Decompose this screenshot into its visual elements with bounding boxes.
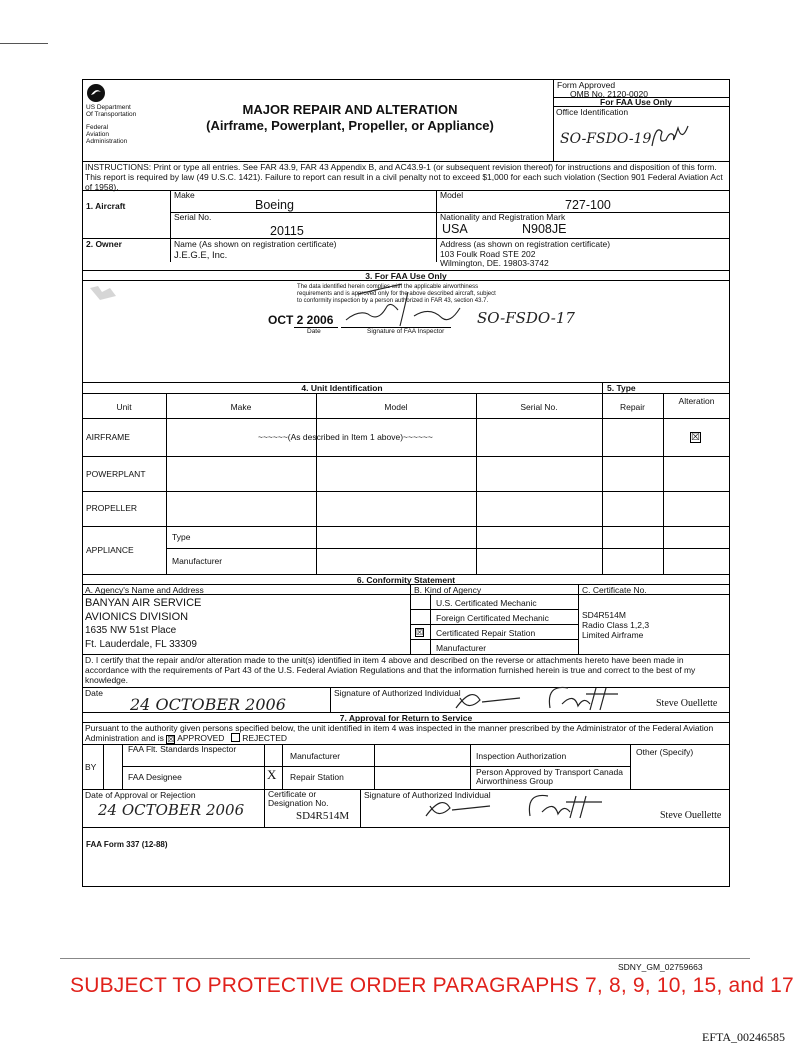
aircraft-label: 1. Aircraft (86, 201, 126, 211)
faa-office-handwritten: SO-FSDO-17 (477, 309, 575, 327)
row-appliance: APPLIANCE (86, 545, 134, 555)
instructions-text: INSTRUCTIONS: Print or type all entries. See FAR 43.9, FAR 43 Appendix B, and AC43.9-1 (or subsequent revision thereof) for instructions and disposition of this form. This report is required by law (49 U.S.C. 1421). Failure to report can result in a civil penalty not to exceed $1,000 for each such violation (Section 901 Federal Aviation Act of 1958). (85, 162, 723, 192)
by-label: BY (85, 762, 97, 772)
make-label: Make (174, 190, 195, 200)
col-repair: Repair (619, 402, 646, 412)
conformity-signature-label: Signature of Authorized Individual (334, 688, 461, 698)
kind-us-mechanic: U.S. Certificated Mechanic (436, 598, 537, 608)
conformity-date-value: 24 OCTOBER 2006 (130, 695, 286, 714)
office-id-value: SO-FSDO-19 (560, 131, 652, 147)
alteration-checkbox[interactable]: ☒ (691, 432, 700, 443)
aircraft-make: Boeing (255, 198, 294, 212)
col-model: Model (384, 402, 408, 412)
faa-use-header: 3. For FAA Use Only (365, 271, 447, 281)
approval-date-value: 24 OCTOBER 2006 (98, 801, 245, 819)
owner-address-label: Address (as shown on registration certificate) (440, 239, 611, 249)
airframe-description: ~~~~~~(As described in Item 1 above)~~~~~~ (258, 432, 433, 442)
form-id: FAA Form 337 (12-88) (86, 840, 168, 849)
nationality-label: Nationality and Registration Mark (440, 212, 566, 222)
unit-id-header: 4. Unit Identification (301, 383, 383, 393)
form-approved-label: Form Approved (557, 80, 616, 90)
efta-number: EFTA_00246585 (702, 1030, 786, 1044)
certificate-label: C. Certificate No. (582, 585, 647, 595)
dot-logo-icon (86, 83, 106, 103)
approval-certificate-number: SD4R514M (296, 810, 350, 822)
row-airframe: AIRFRAME (86, 432, 130, 442)
approval-signature-label: Signature of Authorized Individual (364, 790, 491, 800)
repair-station-checkbox[interactable]: ☒ (416, 628, 424, 637)
appliance-type-label: Type (172, 532, 191, 542)
protective-order-notice: SUBJECT TO PROTECTIVE ORDER PARAGRAPHS 7, 8, 9, 10, 15, and 17 (70, 974, 794, 997)
faa-designee-label: FAA Designee (128, 772, 182, 782)
conformity-signature (450, 682, 630, 716)
aircraft-serial: 20115 (270, 224, 304, 238)
owner-address-line2: Wilmington, DE. 19803-3742 (440, 258, 549, 268)
certificate-designation-label: Certificate or Designation No. (268, 789, 329, 808)
form-subtitle: (Airframe, Powerplant, Propeller, or Appliance) (206, 118, 494, 133)
serial-label: Serial No. (174, 212, 212, 222)
kind-manufacturer: Manufacturer (436, 643, 487, 653)
bates-number: SDNY_GM_02759663 (618, 962, 703, 972)
col-alteration: Alteration (678, 396, 715, 406)
approved-checkbox[interactable]: ☒ (167, 735, 175, 744)
conformity-date-label: Date (85, 688, 103, 698)
repair-station-label: Repair Station (290, 772, 344, 782)
owner-name: J.E.G.E, Inc. (174, 250, 228, 261)
rejected-checkbox[interactable] (231, 733, 240, 742)
type-header: 5. Type (607, 383, 636, 393)
col-make: Make (230, 402, 252, 412)
certification-statement: D. I certify that the repair and/or alteration made to the unit(s) identified in item 4 above and described on the reverse or attachments hereto have been made in accordance with the requirements of Part 43 of the U.S. Federal Aviation Regulations and that the information furnished herein is true and correct to the best of my knowledge. (85, 655, 696, 685)
initials-signature (648, 122, 692, 152)
office-id-label: Office Identification (556, 107, 629, 117)
col-serial: Serial No. (520, 402, 558, 412)
kind-repair-station: Certificated Repair Station (436, 628, 536, 638)
conformity-signer-name: Steve Ouellette (656, 698, 718, 709)
agency-address: BANYAN AIR SERVICE AVIONICS DIVISION 1635 NW 51st Place Ft. Lauderdale, FL 33309 (85, 597, 202, 650)
scan-edge-mark (0, 43, 48, 44)
approval-date-label: Date of Approval or Rejection (85, 790, 196, 800)
conformity-header: 6. Conformity Statement (356, 575, 456, 585)
inspection-authorization-label: Inspection Authorization (476, 751, 567, 761)
form-title: MAJOR REPAIR AND ALTERATION (242, 102, 458, 117)
omb-number: OMB No. 2120-0020 (570, 89, 648, 99)
faa-stamp-date: OCT 2 2006 (268, 313, 334, 327)
faa-use-only-label: For FAA Use Only (600, 97, 672, 107)
model-label: Model (440, 190, 464, 200)
approval-signature (420, 790, 620, 824)
repair-station-x-mark: X (267, 767, 277, 782)
row-propeller: PROPELLER (86, 503, 138, 513)
transport-canada-label: Person Approved by Transport Canada Airworthiness Group (476, 767, 623, 786)
agency-block: US Department Of Transportation Federal Aviation Administration (86, 104, 137, 145)
certificate-number: SD4R514M Radio Class 1,2,3 Limited Airframe (582, 610, 650, 640)
approval-text: Pursuant to the authority given persons specified below, the unit identified in item 4 was inspected in the manner prescribed by the Administrator of the Federal Aviation Administration and is ☒ APPROVED REJECTED (85, 723, 714, 744)
aircraft-model: 727-100 (565, 198, 611, 212)
approval-header: 7. Approval for Return to Service (339, 713, 473, 723)
aircraft-nationality: USA (442, 222, 468, 236)
approval-signer-name: Steve Ouellette (660, 810, 722, 821)
kind-foreign-mechanic: Foreign Certificated Mechanic (436, 613, 549, 623)
owner-label: 2. Owner (86, 239, 122, 249)
faa-signature-label: Signature of FAA Inspector (367, 328, 445, 335)
faa-inspector-signature (338, 280, 478, 330)
appliance-manufacturer-label: Manufacturer (172, 556, 223, 566)
owner-name-label: Name (As shown on registration certificate) (174, 239, 337, 249)
aircraft-registration: N908JE (522, 222, 567, 236)
stamp-smudge (88, 284, 128, 304)
kind-of-agency-label: B. Kind of Agency (414, 585, 482, 595)
faa-stamp-text: The data identified herein complies with the applicable airworthiness requirements and is approved only for the above described aircraft, subject to conformity inspection by a person authorized in FAR 43, section 43.7. (297, 284, 496, 304)
agency-name-label: A. Agency's Name and Address (85, 585, 204, 595)
owner-address-line1: 103 Foulk Road STE 202 (440, 249, 536, 259)
col-unit: Unit (116, 402, 132, 412)
manufacturer-label: Manufacturer (290, 751, 341, 761)
other-specify-label: Other (Specify) (636, 747, 694, 757)
faa-flt-standards-label: FAA Flt. Standards Inspector (128, 744, 237, 754)
row-powerplant: POWERPLANT (86, 469, 146, 479)
faa-date-label: Date (307, 328, 321, 335)
